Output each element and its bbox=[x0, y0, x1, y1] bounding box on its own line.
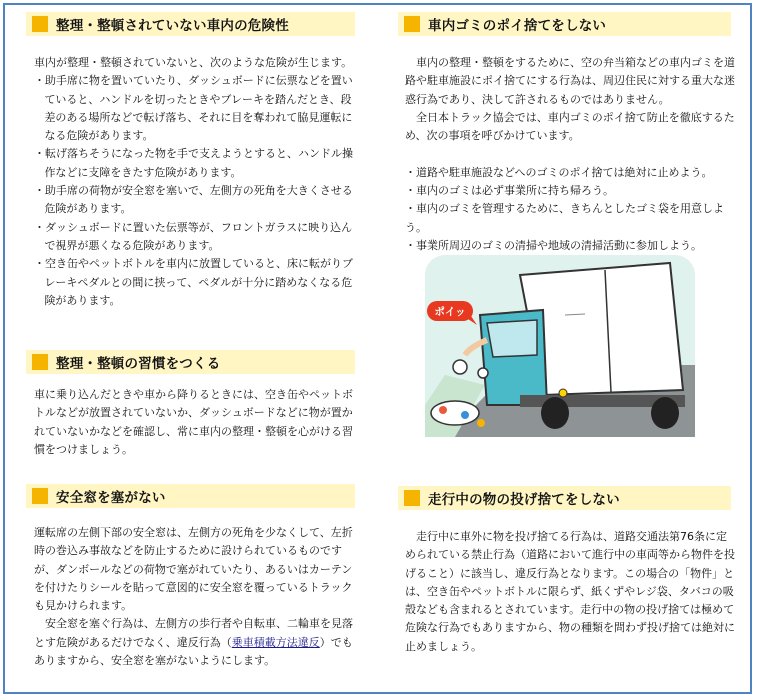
body-text-part: ）でもありますから、安全窓を塞がないようにします。 bbox=[34, 635, 353, 668]
body-text: 車に乗り込んだときや車から降りるときには、空き缶やペットボトルなどが放置されていないか、ダッシュボードなどに物が置かれていないかなどを確認し、常に車内の整理・整頓を心がける習慣をつけましょう。 bbox=[34, 388, 353, 456]
call-item: ・事業所周辺のゴミの清掃や地域の清掃活動に参加しよう。 bbox=[405, 238, 702, 252]
trash-can bbox=[439, 406, 447, 414]
trash-bag bbox=[478, 368, 488, 378]
trash-item bbox=[477, 419, 485, 427]
body-text-2 bbox=[34, 615, 357, 670]
intro-text: 車内が整理・整頓されていないと、次のような危険が生じます。 bbox=[34, 56, 353, 69]
section-heading-no-throwing bbox=[398, 486, 731, 510]
danger-item: ・ダッシュボードに置いた伝票等が、フロントガラスに映り込んで視界が悪くなる危険があります。 bbox=[34, 220, 353, 252]
no-throwing-text bbox=[405, 528, 735, 656]
heading-marker bbox=[404, 16, 420, 32]
trash-bottle bbox=[461, 411, 469, 419]
danger-item: ・転げ落ちそうになった物を手で支えようとすると、ハンドル操作などに支障をきたす危険があります。 bbox=[34, 147, 353, 179]
trash-bag bbox=[453, 360, 467, 374]
body-text: 全日本トラック協会では、車内ゴミのポイ捨て防止を徹底するため、次の事項を呼びかけています。 bbox=[405, 110, 735, 143]
trash-pile bbox=[431, 401, 479, 425]
section-heading-no-littering bbox=[398, 12, 731, 36]
heading-marker bbox=[32, 354, 48, 370]
safety-window-text bbox=[34, 524, 357, 670]
call-item: ・道路や駐車施設などへのゴミのポイ捨ては絶対に止めよう。 bbox=[405, 165, 713, 179]
call-item: ・車内のゴミを管理するために、きちんとしたゴミ袋を用意しよう。 bbox=[405, 202, 724, 234]
cab-window bbox=[487, 320, 537, 357]
section-heading-tidy-habit bbox=[26, 350, 355, 374]
body-text: 運転席の左側下部の安全窓は、左側方の死角を少なくして、左折時の巻込み事故などを防止するために設けられているものですが、ダンボールなどの荷物で塞がれていたり、あるいはカーテンを付けたりシールを貼って意図的に安全窓を覆っているトラックも見かけられます。 bbox=[34, 526, 353, 613]
section-title: 安全窓を塞がない bbox=[56, 490, 166, 506]
wheel bbox=[651, 397, 679, 429]
speech-bubble-text: ポイッ bbox=[434, 306, 466, 318]
body-text: 車内の整理・整頓をするために、空の弁当箱などの車内ゴミを道路や駐車施設にポイ捨てにする行為は、周辺住民に対する重大な迷惑行為であり、決して許されるものではありません。 bbox=[405, 56, 735, 106]
wheel bbox=[541, 397, 569, 429]
body-text: 走行中に車外に物を投げ捨てる行為は、道路交通法第76条に定められている禁止行為（道路において進行中の車両等から物件を投げること）に該当し、違反行為となります。この場合の「物件」とは、空き缶やペットボトルに限らず、紙くずやレジ袋、タバコの吸殻なども含まれるとされています。走行中の物の投げ捨ては極めて危険な行為でもありますから、物の種類を問わず投げ捨ては絶対に止めましょう。 bbox=[405, 530, 735, 653]
section-title: 整理・整頓されていない車内の危険性 bbox=[56, 18, 289, 34]
section-title: 走行中の物の投げ捨てをしない bbox=[428, 492, 620, 508]
section-heading-safety-window bbox=[26, 484, 355, 508]
spacer bbox=[405, 145, 735, 163]
truck-littering-illustration bbox=[425, 255, 695, 437]
violation-link[interactable]: 乗車積載方法違反 bbox=[231, 635, 320, 649]
cluttered-cab-text bbox=[34, 54, 357, 310]
heading-marker bbox=[404, 490, 420, 506]
no-littering-text bbox=[405, 54, 735, 255]
truck-illustration-svg bbox=[425, 255, 695, 437]
danger-item: ・空き缶やペットボトルを車内に放置していると、床に転がりブレーキペダルとの間に挟って、ペダルが十分に踏めなくなる危険があります。 bbox=[34, 257, 353, 307]
heading-marker bbox=[32, 16, 48, 32]
danger-item: ・助手席に物を置いていたり、ダッシュボードに伝票などを置いていると、ハンドルを切ったときやブレーキを踏んだとき、段差のある場所などで転げ落ち、それに目を奪われて脇見運転になる危険があります。 bbox=[34, 74, 353, 143]
danger-item: ・助手席の荷物が安全窓を塞いで、左側方の死角を大きくさせる危険があります。 bbox=[34, 184, 353, 216]
section-title: 整理・整頓の習慣をつくる bbox=[56, 356, 221, 372]
section-title: 車内ゴミのポイ捨てをしない bbox=[428, 18, 607, 34]
body-text-part: 安全窓を塞ぐ行為は、左側方の歩行者や自転車、二輪車を見落とす危険があるだけでなく、違反行為（ bbox=[34, 617, 353, 649]
tidy-habit-text bbox=[34, 386, 357, 459]
tail-light bbox=[559, 389, 567, 397]
heading-marker bbox=[32, 488, 48, 504]
call-item: ・車内のゴミは必ず事業所に持ち帰ろう。 bbox=[405, 184, 614, 198]
section-heading-cluttered-cab-dangers bbox=[26, 12, 355, 36]
